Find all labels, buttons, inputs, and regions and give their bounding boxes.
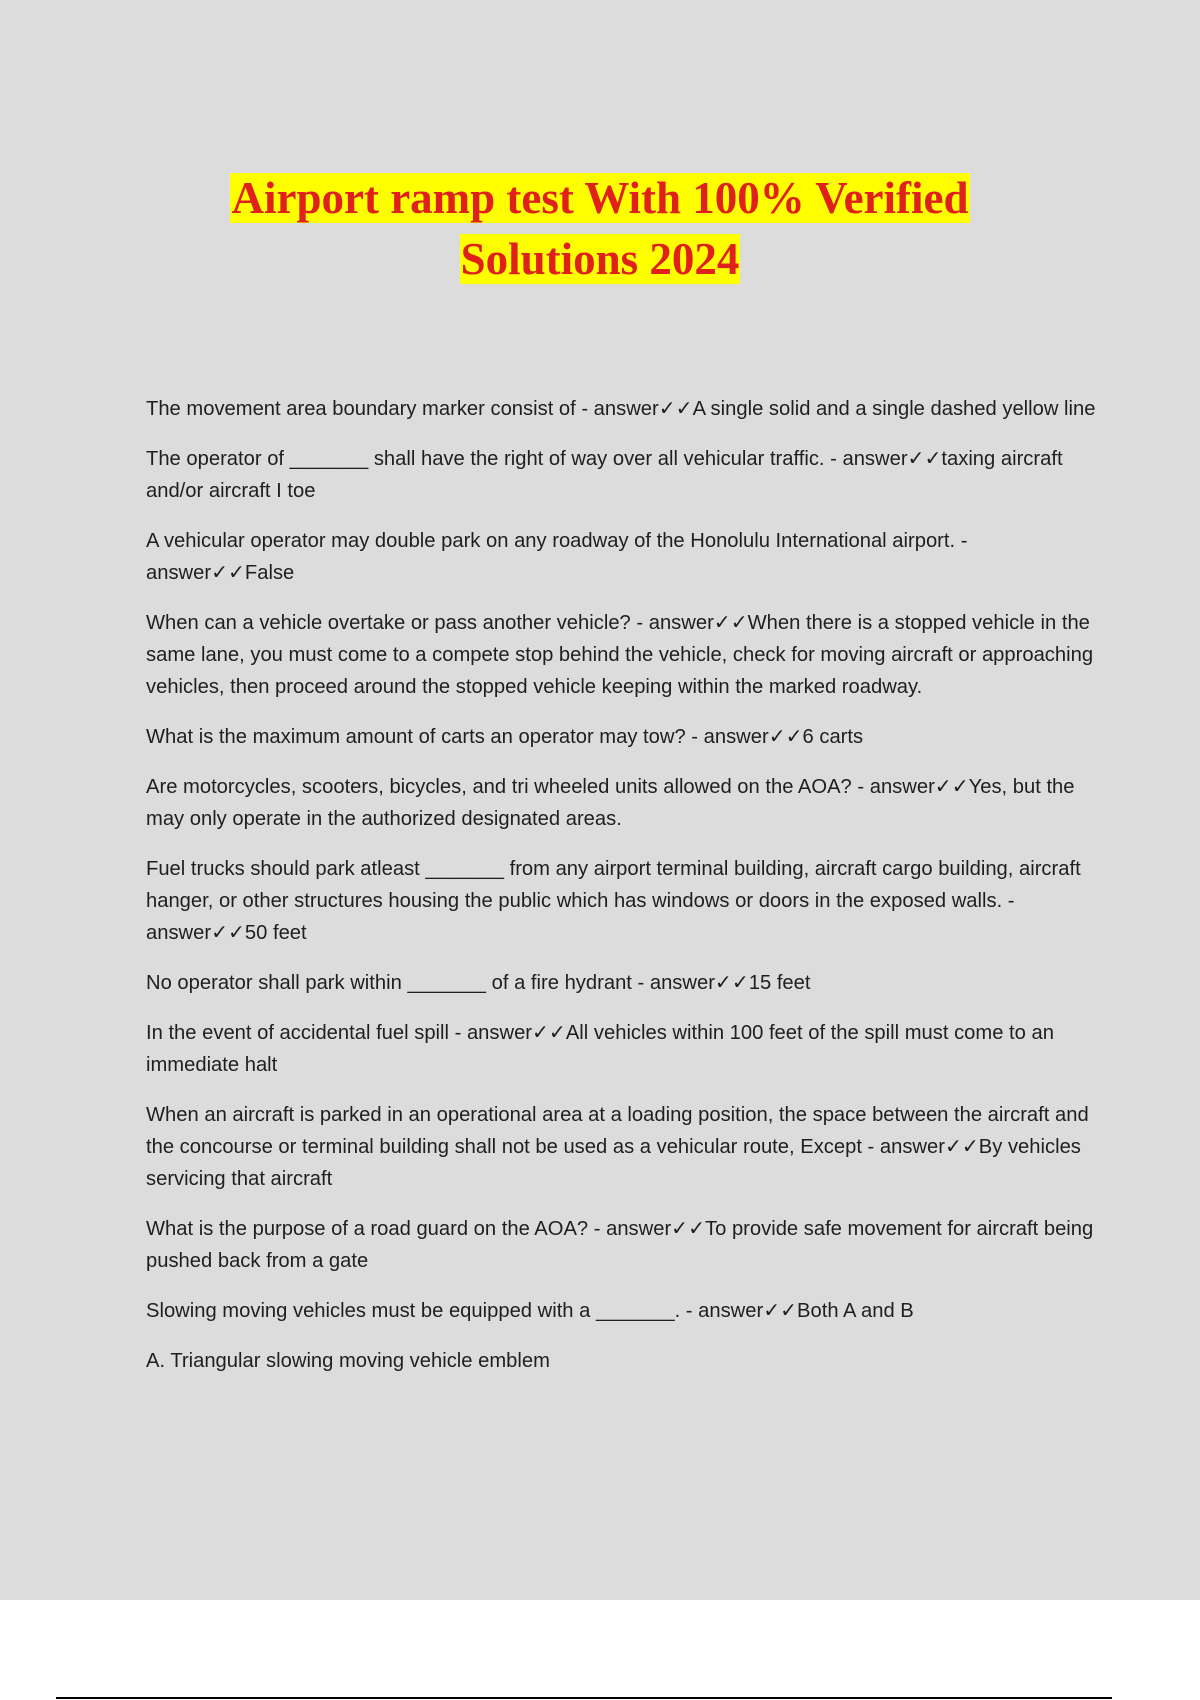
qa-item-option-a: A. Triangular slowing moving vehicle emblem xyxy=(146,1350,550,1372)
qa-item-road-guard: What is the purpose of a road guard on the AOA? - answer✓✓To provide safe movement for aircraft being pushed back from a gate xyxy=(146,1218,1094,1272)
question-answer-list xyxy=(146,393,1096,1395)
qa-item-motorcycles: Are motorcycles, scooters, bicycles, and tri wheeled units allowed on the AOA? - answer✓✓Yes, but the may only operate in the authorized designated areas. xyxy=(146,776,1075,830)
page-divider xyxy=(56,1697,1112,1699)
qa-item-slow-moving-vehicles: Slowing moving vehicles must be equipped with a _______. - answer✓✓Both A and B xyxy=(146,1300,914,1322)
qa-item-boundary-marker: The movement area boundary marker consist of - answer✓✓A single solid and a single dashed yellow line xyxy=(146,398,1096,420)
qa-item-loading-position: When an aircraft is parked in an operational area at a loading position, the space between the aircraft and the concourse or terminal building shall not be used as a vehicular route, Except - answer✓✓By vehicles servicing that aircraft xyxy=(146,1104,1089,1190)
document-title-line-2: Solutions 2024 xyxy=(460,234,740,284)
document-title-line-1: Airport ramp test With 100% Verified xyxy=(231,173,969,223)
qa-item-right-of-way: The operator of _______ shall have the right of way over all vehicular traffic. - answer✓✓taxing aircraft and/or aircraft I toe xyxy=(146,448,1063,502)
qa-item-fire-hydrant: No operator shall park within _______ of a fire hydrant - answer✓✓15 feet xyxy=(146,972,811,994)
qa-item-fuel-trucks: Fuel trucks should park atleast _______ from any airport terminal building, aircraft cargo building, aircraft hanger, or other structures housing the public which has windows or doors in the exposed walls. - answer✓✓50 feet xyxy=(146,858,1081,944)
qa-item-fuel-spill: In the event of accidental fuel spill - answer✓✓All vehicles within 100 feet of the spill must come to an immediate halt xyxy=(146,1022,1054,1076)
document-title xyxy=(0,168,1200,290)
qa-item-overtake: When can a vehicle overtake or pass another vehicle? - answer✓✓When there is a stopped vehicle in the same lane, you must come to a compete stop behind the vehicle, check for moving aircraft or approaching vehicles, then proceed around the stopped vehicle keeping within the marked roadway. xyxy=(146,612,1094,698)
qa-item-max-carts: What is the maximum amount of carts an operator may tow? - answer✓✓6 carts xyxy=(146,726,864,748)
qa-item-double-park: A vehicular operator may double park on any roadway of the Honolulu International airport. - answer✓✓False xyxy=(146,530,968,584)
